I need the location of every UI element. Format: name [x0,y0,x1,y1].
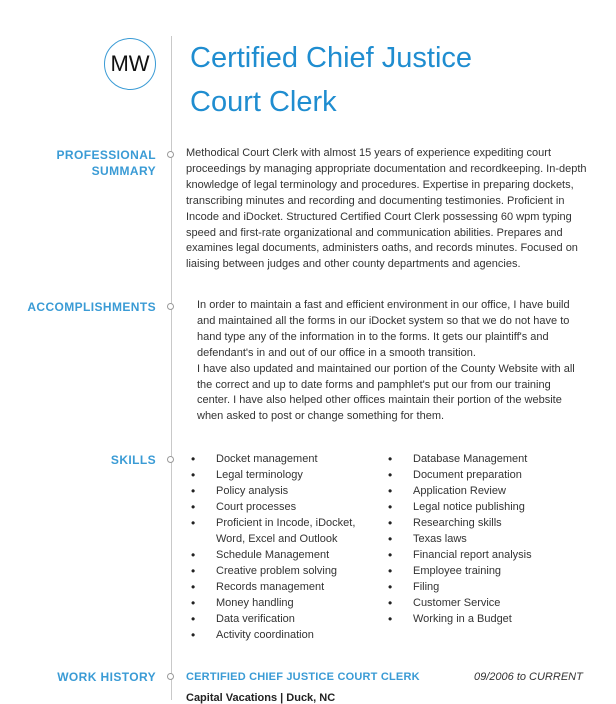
job-title: CERTIFIED CHIEF JUSTICE COURT CLERK [186,671,420,683]
skill-item: • Customer Service [388,595,598,611]
candidate-name [190,36,600,124]
timeline-line [171,36,172,700]
monogram-initials: MW [110,51,150,76]
summary-line: proceedings by managing appropriate documentation and recordkeeping. In-depth [186,162,587,175]
section-label-work-history [57,669,156,685]
job-company: Capital Vacations | Duck, NC [186,692,336,704]
timeline-dot-accomplishments [167,303,174,310]
summary-line: transcribing minutes and recording and documenting testimonies. Proficient in [186,194,565,207]
timeline-dot-summary [167,151,174,158]
accomplishments-line: center. I have also helped other offices maintain their portion of the website [197,394,562,407]
skill-item: • Application Review [388,483,598,499]
accomplishments-line: hand type any of the information in to the forms. It gets our plaintiff's and [197,330,549,343]
section-label-accomplishments [27,299,156,315]
skill-item: • Schedule Management [191,547,381,563]
skill-item: • Database Management [388,451,598,467]
accomplishments-line: defendant's in and out of our office in a smooth transition. [197,346,476,359]
summary-line: liaising between judges and other county departments and agencies. [186,258,521,271]
skill-item: • Records management [191,579,381,595]
summary-line: knowledge of legal terminology and procedures. Expertise in preparing dockets, [186,178,574,191]
summary-label-line-2: SUMMARY [91,164,156,178]
accomplishments-text [197,298,607,425]
summary-line: Methodical Court Clerk with almost 15 years of experience expediting court [186,147,552,159]
accomplishments-label-text: ACCOMPLISHMENTS [27,300,156,314]
summary-label-line-1: PROFESSIONAL [56,148,156,162]
skill-item: • Creative problem solving [191,563,381,579]
accomplishments-line: the correct and up to date forms and pamphlet's put our from our training [197,378,551,391]
skill-item: • Docket management [191,451,381,467]
skill-item: • Proficient in Incode, iDocket, Word, Excel and Outlook [191,515,381,547]
skill-item: • Employee training [388,563,598,579]
skill-item: • Money handling [191,595,381,611]
section-label-summary [57,147,156,179]
work-history-label-text: WORK HISTORY [57,670,156,684]
accomplishments-line: In order to maintain a fast and efficient environment in our office, I have build [197,299,570,311]
summary-line: Incode and iDocket. Structured Certified Court Clerk possessing 60 wpm typing [186,210,572,223]
skill-item: • Filing [388,579,598,595]
skill-item: • Working in a Budget [388,611,598,627]
accomplishments-line: I have also updated and maintained our portion of the County Website with all [197,362,575,375]
monogram-badge [104,38,156,90]
skills-list-right [388,451,598,627]
skills-list-left [191,451,381,643]
name-line-2: Court Clerk [190,86,337,118]
section-label-skills [111,452,156,468]
skill-item: • Data verification [191,611,381,627]
timeline-dot-work-history [167,673,174,680]
skill-item: • Texas laws [388,531,598,547]
skill-item: • Document preparation [388,467,598,483]
skills-label-text: SKILLS [110,453,156,467]
accomplishments-line: when asked to post or change something for them. [197,410,445,423]
summary-line: speed and first-rate organizational and communication abilities. Prepares and [186,226,563,239]
skill-item: • Court processes [191,499,381,515]
summary-line: examines legal documents, administers oaths, and records minutes. Focused on [186,242,578,255]
skill-item: • Activity coordination [191,627,381,643]
name-line-1: Certified Chief Justice [190,42,473,74]
timeline-dot-skills [167,456,174,463]
skill-item: • Financial report analysis [388,547,598,563]
skill-item: • Researching skills [388,515,598,531]
summary-text [186,146,606,273]
skill-item: • Legal terminology [191,467,381,483]
skill-item: • Policy analysis [191,483,381,499]
job-dates: 09/2006 to CURRENT [474,671,583,683]
accomplishments-line: and maintained all the forms in our iDocket system so that we do not have to [197,314,570,327]
skill-item: • Legal notice publishing [388,499,598,515]
